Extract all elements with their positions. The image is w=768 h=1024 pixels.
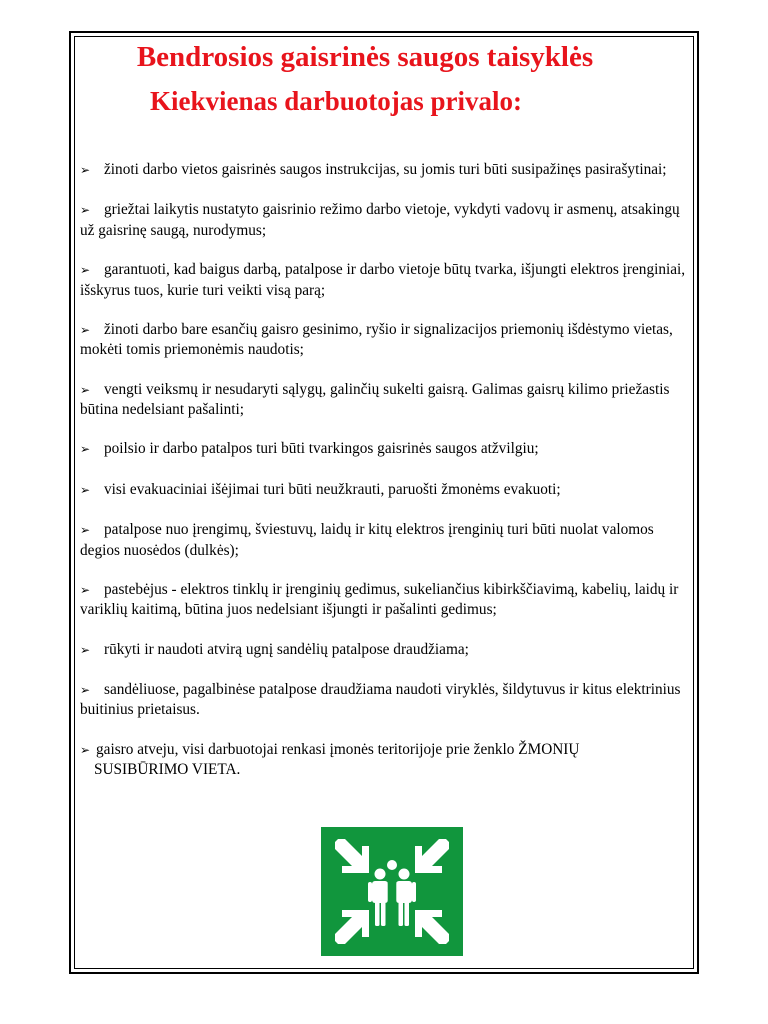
assembly-point-sign [321, 827, 463, 956]
arrow-top-right-icon [415, 839, 449, 873]
list-item [80, 380, 692, 420]
arrow-bullet-icon: ➢ [80, 523, 91, 538]
arrow-bottom-right-icon [415, 910, 449, 944]
rule-text-continued: SUSIBŪRIMO VIETA. [94, 761, 241, 779]
rule-text: garantuoti, kad baigus darbą, patalpose ir darbo vietoje būtų tvarka, išjungti elektros įrenginiai, išskyrus tuos, kurie turi veikti visą parą; [80, 261, 686, 299]
list-item [80, 160, 692, 181]
list-item [80, 320, 692, 360]
rule-text: žinoti darbo vietos gaisrinės saugos instrukcijas, su jomis turi būti susipažinęs pasirašytinai; [104, 161, 667, 178]
rule-text: poilsio ir darbo patalpos turi būti tvarkingos gaisrinės saugos atžvilgiu; [104, 440, 539, 458]
arrow-bullet-icon: ➢ [80, 442, 91, 457]
assembly-point-icon [321, 827, 463, 956]
arrow-bottom-left-icon [335, 910, 369, 944]
rule-text: visi evakuaciniai išėjimai turi būti neužkrauti, paruošti žmonėms evakuoti; [104, 480, 561, 498]
list-item-assembly [80, 740, 692, 780]
list-item [80, 580, 692, 620]
page-subtitle: Kiekvienas darbuotojas privalo: [150, 86, 523, 116]
arrow-bullet-icon: ➢ [80, 582, 91, 597]
list-item [80, 640, 692, 661]
rule-text: pastebėjus - elektros tinklų ir įrenginių gedimus, sukeliančius kibirkščiavimą, kabelių, laidų ir variklių kaitimą, būtina juos nedelsiant išjungti ir pašalinti gedimus; [80, 580, 679, 619]
page-title: Bendrosios gaisrinės saugos taisyklės [136, 41, 594, 73]
people-group-icon [368, 860, 416, 926]
list-item [80, 680, 692, 720]
list-item [80, 260, 692, 300]
list-item [80, 200, 692, 240]
arrow-top-left-icon [335, 839, 369, 873]
arrow-bullet-icon: ➢ [80, 682, 91, 697]
rule-text: patalpose nuo įrengimų, šviestuvų, laidų ir kitų elektros įrenginių turi būti nuolat valomos degios nuosėdos (dulkės); [80, 521, 654, 559]
list-item [80, 439, 692, 460]
arrow-bullet-icon: ➢ [80, 642, 91, 657]
arrow-bullet-icon: ➢ [80, 263, 91, 278]
arrow-bullet-icon: ➢ [80, 742, 91, 757]
arrow-bullet-icon: ➢ [80, 482, 91, 497]
rule-text: rūkyti ir naudoti atvirą ugnį sandėlių patalpose draudžiama; [104, 640, 469, 658]
rule-text: gaisro atveju, visi darbuotojai renkasi įmonės teritorijoje prie ženklo ŽMONIŲ [96, 740, 580, 758]
arrow-bullet-icon: ➢ [80, 382, 91, 397]
rules-list [80, 160, 692, 800]
list-item [80, 520, 692, 560]
list-item [80, 480, 692, 501]
arrow-bullet-icon: ➢ [80, 203, 91, 218]
arrow-bullet-icon: ➢ [80, 163, 91, 177]
rule-text: žinoti darbo bare esančių gaisro gesinimo, ryšio ir signalizacijos priemonių išdėstymo vietas, mokėti tomis priemonėmis naudotis; [80, 320, 673, 359]
rule-text: sandėliuose, pagalbinėse patalpose draudžiama naudoti viryklės, šildytuvus ir kitus elektrinius buitinius prietaisus. [80, 680, 681, 719]
rule-text: vengti veiksmų ir nesudaryti sąlygų, galinčių sukelti gaisrą. Galimas gaisrų kilimo priežastis būtina nedelsiant pašalinti; [80, 380, 670, 419]
arrow-bullet-icon: ➢ [80, 322, 91, 337]
rule-text: griežtai laikytis nustatyto gaisrinio režimo darbo vietoje, vykdyti vadovų ir asmenų, atsakingų už gaisrinę saugą, nurodymus; [80, 201, 680, 239]
